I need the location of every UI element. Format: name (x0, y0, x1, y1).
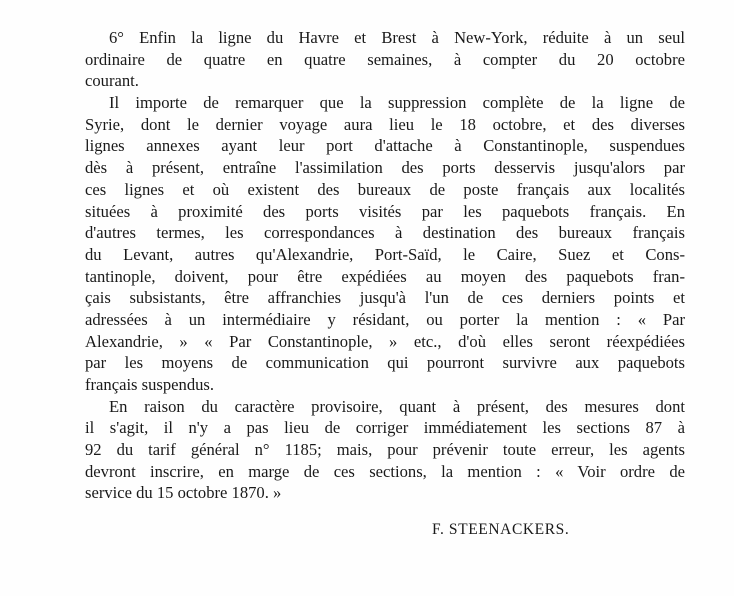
text-line: ces lignes et où existent des bureaux de poste français aux localités (85, 179, 685, 199)
text-line: courant. (85, 71, 139, 91)
text-line: tantinople, doivent, pour être expédiées au moyen des paquebots fran- (85, 266, 685, 286)
text-line: adressées à un intermédiaire y résidant, ou porter la mention : « Par (85, 309, 685, 329)
text-line: 6° Enfin la ligne du Havre et Brest à New-York, réduite à un seul (109, 28, 685, 47)
text-line: lignes annexes ayant leur port d'attache à Constantinople, suspendues (85, 136, 685, 156)
text-line: par les moyens de communication qui pourront survivre aux paquebots (85, 353, 685, 373)
document-body (85, 27, 685, 504)
text-line: il s'agit, il n'y a pas lieu de corriger immédiatement les sections 87 à (85, 418, 685, 438)
text-line: devront inscrire, en marge de ces sections, la mention : « Voir ordre de (85, 461, 685, 481)
text-line: Alexandrie, » « Par Constantinople, » etc., d'où elles seront réexpédiées (85, 331, 685, 351)
text-line: çais subsistants, être affranchies jusqu'à l'un de ces derniers points et (85, 288, 685, 308)
text-line: service du 15 octobre 1870. » (85, 483, 282, 503)
text-line: Il importe de remarquer que la suppression complète de la ligne de (109, 93, 685, 113)
signature: F. STEENACKERS. (432, 521, 570, 538)
text-line: ordinaire de quatre en quatre semaines, à compter du 20 octobre (85, 49, 685, 69)
text-line: français suspendus. (85, 375, 215, 394)
text-line: En raison du caractère provisoire, quant à présent, des mesures dont (109, 396, 685, 416)
text-line: d'autres termes, les correspondances à destination des bureaux français (85, 223, 685, 243)
text-line: dès à présent, entraîne l'assimilation des ports desservis jusqu'alors par (85, 158, 685, 178)
text-line: situées à proximité des ports visités par les paquebots français. En (85, 201, 685, 221)
text-line: 92 du tarif général n° 1185; mais, pour prévenir toute erreur, les agents (85, 440, 685, 460)
text-line: du Levant, autres qu'Alexandrie, Port-Saïd, le Caire, Suez et Cons- (85, 244, 685, 264)
text-line: Syrie, dont le dernier voyage aura lieu le 18 octobre, et des diverses (85, 114, 685, 134)
